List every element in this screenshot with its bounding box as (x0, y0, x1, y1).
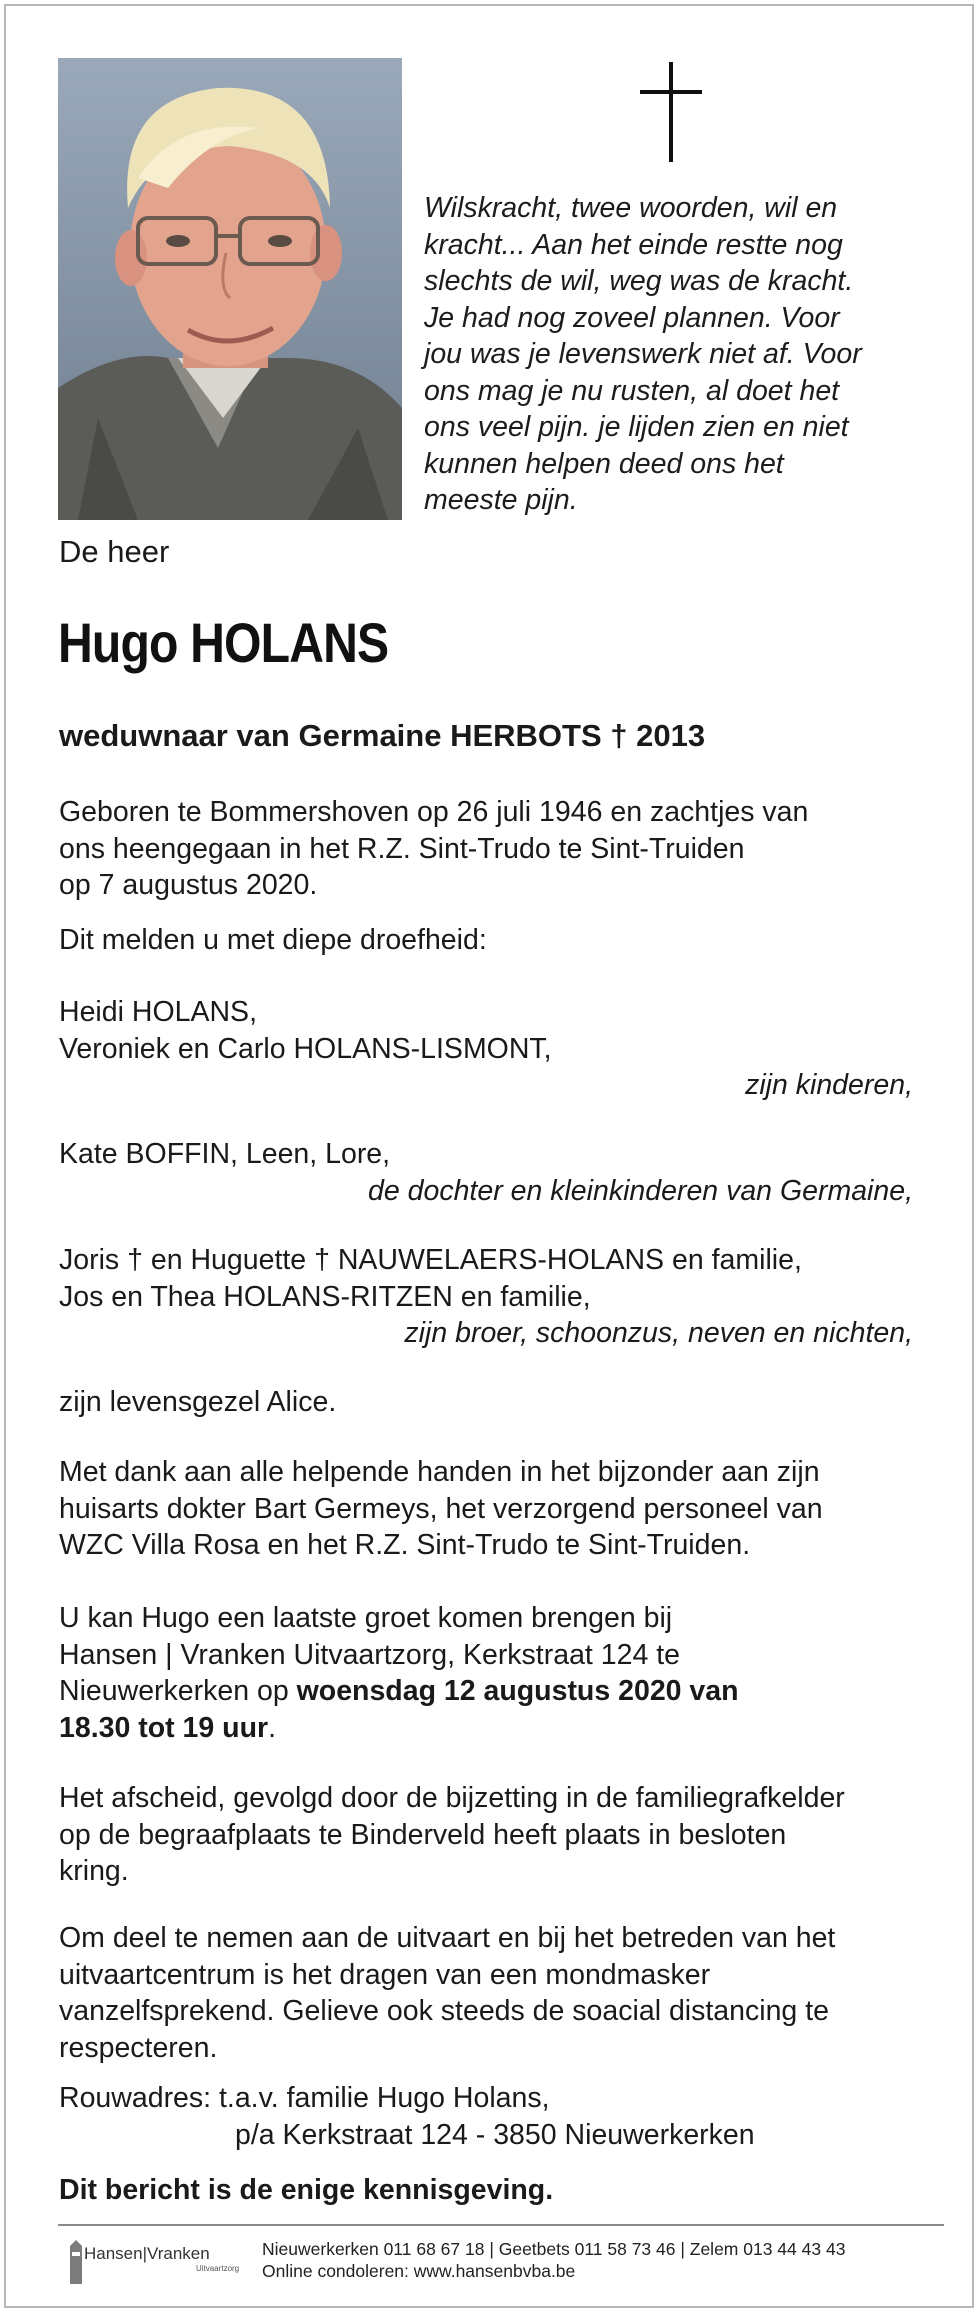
children-role: zijn kinderen, (745, 1069, 913, 1101)
footer-phones: Nieuwerkerken 011 68 67 18 | Geetbets 011 58 73 46 | Zelem 013 44 43 43 (262, 2239, 846, 2259)
notice-line: Dit bericht is de enige kennisgeving. (59, 2174, 554, 2206)
visit-date: woensdag 12 augustus 2020 van (296, 1675, 739, 1707)
visit-period: . (268, 1711, 276, 1744)
thanks-line: huisarts dokter Bart Germeys, het verzorgend personeel van (59, 1492, 823, 1525)
stepfamily-role: de dochter en kleinkinderen van Germaine, (368, 1174, 913, 1207)
covid-line: vanzelfsprekend. Gelieve ook steeds de soacial distancing te (59, 1995, 829, 2027)
thanks-line: WZC Villa Rosa en het R.Z. Sint-Trudo te Sint-Truiden. (59, 1529, 751, 1561)
children-line: Heidi HOLANS, (59, 996, 257, 1028)
poem-line: Wilskracht, twee woorden, wil en (424, 192, 838, 224)
footer-website[interactable]: Online condoleren: www.hansenbvba.be (262, 2261, 576, 2281)
visit-paragraph (59, 1600, 939, 1746)
children-block (59, 994, 939, 1104)
salutation: De heer (59, 534, 170, 569)
birth-paragraph (59, 794, 939, 904)
covid-line: respecteren. (59, 2031, 218, 2064)
farewell-line: Het afscheid, gevolgd door de bijzetting in de familiegrafkelder (59, 1782, 845, 1814)
logo-subtitle: Uitvaartzorg (196, 2264, 240, 2273)
thanks-line: Met dank aan alle helpende handen in het bijzonder aan zijn (59, 1456, 820, 1488)
visit-line (59, 1673, 939, 1710)
footer-divider (58, 2224, 944, 2226)
logo-name: Hansen|Vranken (84, 2244, 210, 2263)
visit-line: U kan Hugo een laatste groet komen brengen bij (59, 1602, 673, 1634)
deceased-name: Hugo HOLANS (58, 611, 389, 674)
address-line: Rouwadres: t.a.v. familie Hugo Holans, (59, 2082, 550, 2114)
poem-line: Je had nog zoveel plannen. Voor (424, 301, 840, 334)
poem-line: ons mag je nu rusten, al doet het (424, 374, 840, 407)
poem-line: slechts de wil, weg was de kracht. (424, 265, 854, 297)
address-line: p/a Kerkstraat 124 - 3850 Nieuwerkerken (235, 2118, 755, 2151)
visit-line: Hansen | Vranken Uitvaartzorg, Kerkstraat 124 te (59, 1638, 680, 1671)
covid-line: uitvaartcentrum is het dragen van een mondmasker (59, 1958, 711, 1991)
stepfamily-line: Kate BOFFIN, Leen, Lore, (59, 1138, 391, 1170)
portrait-illustration (58, 58, 402, 520)
siblings-block (59, 1242, 939, 1352)
birth-line: Geboren te Bommershoven op 26 juli 1946 en zachtjes van (59, 796, 809, 828)
poem-line: meeste pijn. (424, 484, 578, 516)
portrait-photo (58, 58, 402, 520)
farewell-line: kring. (59, 1855, 129, 1887)
children-line: Veroniek en Carlo HOLANS-LISMONT, (59, 1032, 552, 1065)
covid-line: Om deel te nemen aan de uitvaart en bij het betreden van het (59, 1922, 836, 1954)
visit-line (59, 1710, 939, 1747)
siblings-role: zijn broer, schoonzus, neven en nichten, (404, 1317, 913, 1349)
poem-line: jou was je levenswerk niet af. Voor (424, 338, 862, 370)
covid-paragraph (59, 1920, 939, 2066)
widower-line: weduwnaar van Germaine HERBOTS † 2013 (59, 718, 706, 753)
farewell-line: op de begraafplaats te Binderveld heeft plaats in besloten (59, 1818, 787, 1851)
announce-line: Dit melden u met diepe droefheid: (59, 924, 487, 956)
footer-contact (262, 2238, 845, 2282)
thanks-paragraph (59, 1454, 939, 1564)
poem-line: ons veel pijn. je lijden zien en niet (424, 411, 849, 443)
farewell-paragraph (59, 1780, 939, 1890)
visit-time: 18.30 tot 19 uur (59, 1711, 269, 1744)
siblings-line: Jos en Thea HOLANS-RITZEN en familie, (59, 1280, 591, 1313)
stepfamily-block (59, 1136, 939, 1209)
poem-line: kracht... Aan het einde restte nog (424, 228, 843, 261)
cross-icon (640, 62, 702, 162)
birth-line: op 7 augustus 2020. (59, 869, 318, 901)
birth-line: ons heengegaan in het R.Z. Sint-Trudo te Sint-Truiden (59, 832, 745, 865)
address-block (59, 2080, 939, 2153)
visit-text: Nieuwerkerken op (59, 1675, 297, 1707)
partner-line: zijn levensgezel Alice. (59, 1386, 337, 1418)
poem-line: kunnen helpen deed ons het (424, 447, 784, 480)
poem (424, 190, 924, 519)
siblings-line: Joris † en Huguette † NAUWELAERS-HOLANS en familie, (59, 1244, 802, 1276)
